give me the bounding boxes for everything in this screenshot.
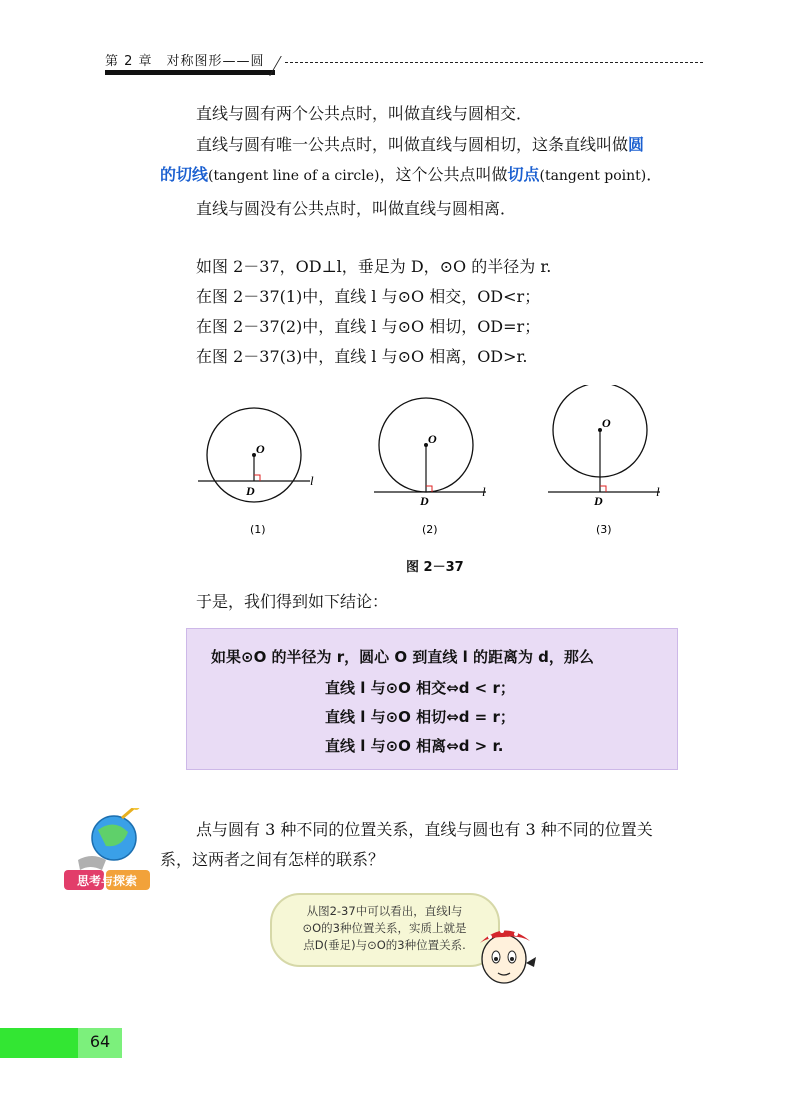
label-o-3: O (602, 416, 611, 430)
theorem-separate: 直线 l 与⊙O 相离⇔d > r. (325, 737, 504, 755)
think-question-line1: 点与圆有 3 种不同的位置关系，直线与圆也有 3 种不同的位置关 (196, 820, 653, 839)
chapter-title: 第 2 章 对称图形——圆 (105, 54, 265, 69)
right-angle-mark-3 (600, 486, 606, 492)
term-tangent-line: 的切线 (160, 165, 209, 184)
hint-line-2: ⊙O的3种位置关系，实质上就是 (302, 921, 467, 935)
conclusion-intro: 于是，我们得到如下结论： (196, 592, 389, 611)
cartoon-kid-illustration (470, 915, 550, 995)
figure-caption: 图 2－37 (406, 560, 464, 575)
right-angle-mark-1 (254, 475, 260, 481)
page-number-bar (0, 1028, 78, 1058)
definition-tangent-line2 (160, 161, 662, 190)
term-tangent-point: 切点 (507, 165, 540, 184)
condition-intro: 如图 2－37，OD⊥l，垂足为 D，⊙O 的半径为 r. (196, 257, 552, 276)
label-l-2: l (482, 484, 486, 499)
sub-label-1: (1) (250, 523, 266, 536)
definition-tangent-text: 直线与圆有唯一公共点时，叫做直线与圆相切，这条直线叫做 (196, 135, 629, 154)
theorem-box (186, 628, 678, 770)
definition-intersect: 直线与圆有两个公共点时，叫做直线与圆相交． (196, 104, 533, 123)
definition-separate: 直线与圆没有公共点时，叫做直线与圆相离． (196, 199, 517, 218)
hint-line-3: 点D(垂足)与⊙O的3种位置关系. (303, 938, 466, 952)
theorem-tangent: 直线 l 与⊙O 相切⇔d = r； (325, 708, 515, 726)
page-number: 64 (89, 1032, 111, 1051)
term-tangent-line-english: (tangent line of a circle) (208, 168, 380, 184)
label-d-3: D (594, 494, 603, 508)
label-d-2: D (420, 494, 429, 508)
definition-tangent-line1 (196, 131, 644, 159)
chapter-underline (105, 70, 275, 75)
hint-line-1: 从图2-37中可以看出，直线l与 (306, 904, 463, 918)
label-o-1: O (256, 442, 265, 456)
label-l-1: l (310, 473, 314, 488)
theorem-premise: 如果⊙O 的半径为 r，圆心 O 到直线 l 的距离为 d，那么 (211, 648, 594, 666)
label-d-1: D (246, 484, 255, 498)
chapter-slash-divider (269, 56, 282, 76)
figure-part-1 (198, 408, 314, 536)
header-dashed-rule (285, 62, 703, 63)
sub-label-3: (3) (596, 523, 612, 536)
label-o-2: O (428, 432, 437, 446)
hint-text (282, 903, 487, 954)
figure-2-37 (180, 385, 700, 585)
think-explore-icon (62, 808, 162, 898)
condition-intersect: 在图 2－37(1)中，直线 l 与⊙O 相交，OD<r； (196, 287, 541, 306)
figure-part-3 (548, 385, 660, 536)
definition-period: ． (646, 165, 663, 184)
definition-point-text: ，这个公共点叫做 (379, 165, 508, 184)
term-circle: 圆 (628, 135, 645, 154)
theorem-intersect: 直线 l 与⊙O 相交⇔d < r； (325, 679, 515, 697)
think-question-line2: 系，这两者之间有怎样的联系？ (160, 850, 385, 869)
think-badge-label: 思考与探索 (76, 874, 138, 888)
figure-part-2 (374, 398, 486, 536)
label-l-3: l (656, 484, 660, 499)
term-tangent-point-english: (tangent point) (539, 168, 647, 184)
sub-label-2: (2) (422, 523, 438, 536)
condition-separate: 在图 2－37(3)中，直线 l 与⊙O 相离，OD>r. (196, 347, 528, 366)
condition-tangent: 在图 2－37(2)中，直线 l 与⊙O 相切，OD=r； (196, 317, 541, 336)
